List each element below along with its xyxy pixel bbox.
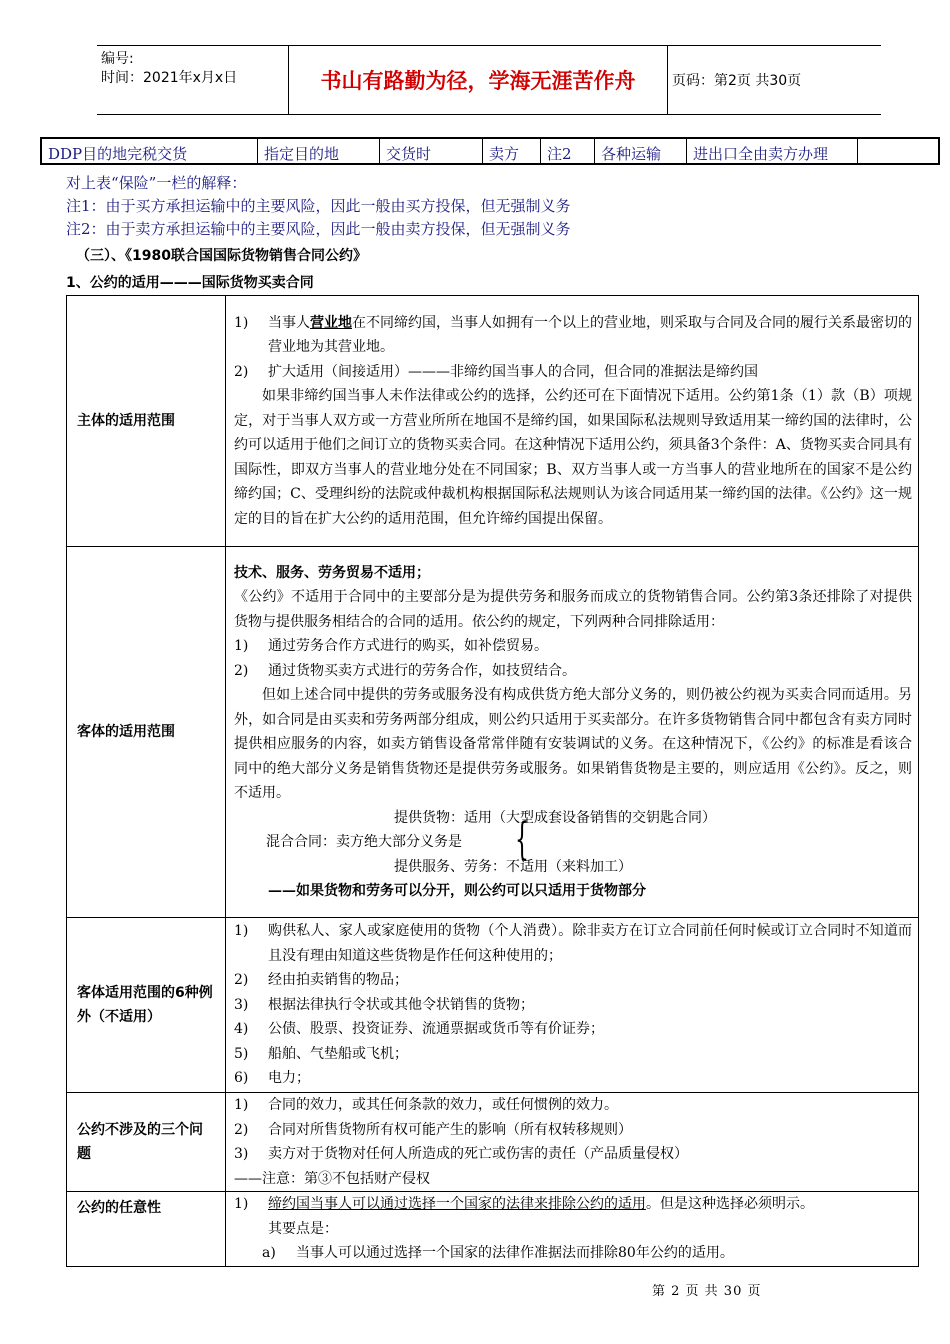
paragraph: 《公约》不适用于合同中的主要部分是为提供劳务和服务而成立的货物销售合同。公约第3条还排除了对提供货物与提供服务相结合的合同的适用。依公约的规定，下列两种合同排除适用： bbox=[234, 589, 912, 630]
list-item: 2) 经由拍卖销售的物品； bbox=[234, 972, 408, 989]
row-label: 公约不涉及的三个问题 bbox=[67, 1093, 226, 1192]
ddp-cell: 卖方 bbox=[483, 139, 541, 163]
ddp-cell: DDP目的地完税交货 bbox=[42, 139, 258, 163]
table-row bbox=[67, 296, 919, 547]
key-points: 其要点是： bbox=[268, 1220, 338, 1237]
list-item: 2) 扩大适用（间接适用）———非缔约国当事人的合同，但合同的准据法是缔约国 bbox=[234, 363, 758, 380]
row-label: 客体的适用范围 bbox=[67, 547, 226, 918]
diagram-line-service: 提供服务、劳务：不适用（来料加工） bbox=[394, 858, 632, 875]
ddp-cell: 指定目的地 bbox=[258, 139, 380, 163]
row-label: 公约的任意性 bbox=[67, 1192, 226, 1267]
note-line: 注2：由于卖方承担运输中的主要风险，因此一般由卖方投保，但无强制义务 bbox=[66, 220, 571, 238]
keyword-business-place: 营业地 bbox=[310, 314, 352, 331]
note-line: 注1：由于买方承担运输中的主要风险，因此一般由买方投保，但无强制义务 bbox=[66, 197, 571, 215]
list-item: a) 当事人可以通过选择一个国家的法律作准据法而排除80年公约的适用。 bbox=[262, 1245, 734, 1261]
list-item: 2) 合同对所售货物所有权可能产生的影响（所有权转移规则） bbox=[234, 1121, 632, 1138]
diagram-line-goods: 提供货物：适用（大型成套设备销售的交钥匙合同） bbox=[394, 809, 716, 826]
list-item: 1) 当事人营业地在不同缔约国，当事人如拥有一个以上的营业地，则采取与合同及合同的履行关系最密切的营业地为其营业地。 bbox=[234, 314, 912, 356]
table-row bbox=[67, 918, 919, 1093]
table-row bbox=[67, 547, 919, 918]
list-item: 5) 船舶、气垫船或飞机； bbox=[234, 1045, 408, 1062]
note-line: 对上表“保险”一栏的解释： bbox=[66, 174, 247, 192]
list-item: 1) 购供私人、家人或家庭使用的货物（个人消费）。除非卖方在订立合同前任何时候或订立合同时不知道而且没有理由知道这些货物是作任何这种使用的； bbox=[234, 923, 912, 964]
row-content bbox=[226, 918, 919, 1093]
ddp-cell: 各种运输 bbox=[595, 139, 687, 163]
ddp-cell: 注2 bbox=[541, 139, 595, 163]
note: ——注意：第③不包括财产侵权 bbox=[234, 1170, 430, 1187]
list-item: 6) 电力； bbox=[234, 1070, 310, 1087]
header-meta bbox=[97, 46, 289, 114]
header-motto: 书山有路勤为径，学海无涯苦作舟 bbox=[289, 46, 668, 114]
list-item: 4) 公债、股票、投资证券、流通票据或货币等有价证券； bbox=[234, 1021, 604, 1038]
header-page: 页码：第2页 共30页 bbox=[672, 73, 802, 89]
subsection-title: 1、公约的适用———国际货物买卖合同 bbox=[66, 275, 314, 291]
page-footer: 第 2 页 共 30 页 bbox=[652, 1284, 762, 1299]
insurance-notes bbox=[66, 172, 571, 241]
paragraph: 如果非缔约国当事人未作法律或公约的选择，公约还可在下面情况下适用。公约第1条（1）款（B）项规定，对于当事人双方或一方营业所所在地国不是缔约国，如果国际私法规则导致适用某一缔约国的法律时，公约可以适用于他们之间订立的货物买卖合同。在这种情况下适用公约，须具备3个条件：A、货物买卖合同具有国际性，即双方当事人的营业地分处在不同国家；B、双方当事人或一方当事人的营业地所在的国家不是公约缔约国；C、受理纠纷的法院或仲裁机构根据国际私法规则认为该合同适用某一缔约国的法律。《公约》这一规定的目的旨在扩大公约的适用范围，但允许缔约国提出保留。 bbox=[234, 388, 912, 527]
row-content bbox=[226, 547, 919, 918]
section-title: （三）、《1980联合国国际货物销售合同公约》 bbox=[76, 248, 367, 264]
header-time: 时间：2021年x月x日 bbox=[101, 70, 238, 86]
brace-icon: { bbox=[515, 814, 529, 865]
ddp-cell bbox=[858, 139, 938, 163]
row-content bbox=[226, 1093, 919, 1192]
conclusion: ——如果货物和劳务可以分开，则公约可以只适用于货物部分 bbox=[268, 883, 646, 899]
ddp-cell: 进出口全由卖方办理 bbox=[687, 139, 858, 163]
row-label: 主体的适用范围 bbox=[67, 296, 226, 547]
table-row bbox=[67, 1093, 919, 1192]
list-item: 1) 缔约国当事人可以通过选择一个国家的法律来排除公约的适用。但是这种选择必须明示。 bbox=[234, 1196, 814, 1212]
list-item: 3) 卖方对于货物对任何人所造成的死亡或伤害的责任（产品质量侵权） bbox=[234, 1146, 688, 1162]
list-item: 3) 根据法律执行令状或其他令状销售的货物； bbox=[234, 996, 534, 1013]
paragraph: 但如上述合同中提供的劳务或服务没有构成供货方绝大部分义务的，则仍被公约视为买卖合同而适用。另外，如合同是由买卖和劳务两部分组成，则公约只适用于买卖部分。在许多货物销售合同中都包含有卖方同时提供相应服务的内容，如卖方销售设备常常伴随有安装调试的义务。在这种情况下，《公约》的标准是看该合同中的绝大部分义务是销售货物还是提供劳务或服务。如果销售货物是主要的，则应适用《公约》。反之，则不适用。 bbox=[234, 687, 912, 801]
row-content bbox=[226, 296, 919, 547]
list-item: 1) 合同的效力，或其任何条款的效力，或任何惯例的效力。 bbox=[234, 1097, 618, 1113]
bold-title: 技术、服务、劳务贸易不适用； bbox=[234, 564, 430, 581]
diagram-line-mixed: 混合合同：卖方绝大部分义务是 { bbox=[266, 814, 529, 865]
header-number: 编号: bbox=[101, 51, 134, 67]
list-item: 1) 通过劳务合作方式进行的购买，如补偿贸易。 bbox=[234, 638, 548, 654]
ddp-table-row bbox=[40, 137, 940, 165]
list-item: 2) 通过货物买卖方式进行的劳务合作，如技贸结合。 bbox=[234, 662, 576, 679]
ddp-cell: 交货时 bbox=[380, 139, 483, 163]
row-label: 客体适用范围的6种例外（不适用） bbox=[67, 918, 226, 1093]
page-header bbox=[97, 45, 881, 115]
row-content bbox=[226, 1192, 919, 1267]
table-row bbox=[67, 1192, 919, 1267]
convention-table bbox=[66, 295, 919, 1267]
